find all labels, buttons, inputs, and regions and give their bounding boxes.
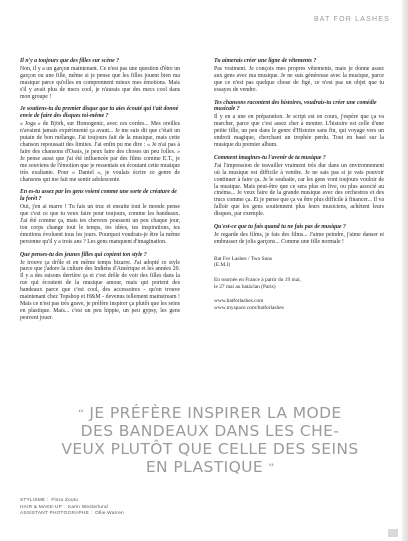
answer: Je regarde des films, je fais des films... J'aime peindre, j'aime danser et embrasser de jolis garçons... Comme une fille normale ! xyxy=(214,231,384,245)
question: En es-tu assez par les gens voient comme une sorte de créature de la forêt ? xyxy=(20,189,177,203)
question: Il n'y a toujours que des filles sur scène ? xyxy=(20,58,120,64)
credit-role: STYLISME : xyxy=(20,498,49,503)
credit-role: HAIR & MAKE-UP : xyxy=(20,504,65,510)
page-edge xyxy=(402,0,408,541)
myspace-link[interactable]: www.myspace.com/batforlashes xyxy=(214,304,284,311)
credit-name: Flora Zoutu xyxy=(51,498,79,503)
official-site-link[interactable]: www.batforlashes.com xyxy=(214,298,264,305)
open-quote-mark: “ xyxy=(78,406,85,420)
tour-line: le 27 mai au batáclan (Paris) xyxy=(214,283,276,290)
credit-name: Karin Westerlund xyxy=(67,504,108,510)
question: Je soutiens-tu du premier disque que tu aies écouté qui t'ait donné envie de faire des disques toi-même ? xyxy=(20,106,179,120)
web-links xyxy=(214,298,384,311)
answer: Non, il y a un garçon maintenant. Ce n'est pas une question d'être un garçon ou une fille, même si je pense que les filles jouent bien ma musique parce qu'elles en comprennent mieux mes émotions. Mais s'il y avait plus de mecs cool, je n'aurais que des mecs cool dans mon groupe ! xyxy=(20,65,180,100)
credit-row xyxy=(20,511,124,518)
tour-info xyxy=(214,277,384,290)
answer: Oui, j'en ai marre ! Tu fais un truc et ensuite tout le monde pense que c'est ce que tu veux faire pour toujours, comme les bandeaux. J'ai été comme ça, mais tes cheveux poussent un peu chaque jour, ton corps change tout le temps, tes idées, tes inspirations, tes émotions évoluent tous les jours. Pourquoi voudrais-je être la même personne qu'il y a trois ans ? Les gens manquent d'imagination. xyxy=(20,204,180,245)
question: Tu aimerais créer une ligne de vêtements ? xyxy=(214,58,317,64)
right-column xyxy=(214,58,384,311)
section-header: BAT FOR LASHES xyxy=(313,16,390,23)
question: Tes chansons racontent des histoires, voudrais-tu créer une comédie musicale ? xyxy=(214,99,377,113)
photo-credits xyxy=(20,498,124,518)
answer: J'ai l'impression de travailler vraiment très dur dans un environnement où la musique est difficile à vendre. Je ne sais pas si je vais pouvoir continuer à faire ça. Je le souhaite, car les gens vont toujours vouloir de la musique. Mais peut-être que ce sera plus en live, ou plus associé au cinéma... Je veux faire de la grande musique avec des orchestres et des trucs comme ça. Et je pense que ça va être plus difficile à financer... Il va falloir que les gens soutiennent plus leurs musiciens, achètent leurs disques, par exemple. xyxy=(214,162,384,218)
credit-name: Ollie Warren xyxy=(95,511,124,517)
question: Comment imagines-tu l'avenir de ta musique ? xyxy=(214,154,326,161)
credit-role: ASSISTANT PHOTOGRAPHE : xyxy=(20,511,93,517)
close-quote-mark: ” xyxy=(268,460,275,474)
album-credits xyxy=(214,256,384,269)
credit-row xyxy=(20,498,124,505)
pull-quote-line: “ JE PRÉFÈRE INSPIRER LA MODE xyxy=(78,404,342,422)
left-column xyxy=(20,58,180,328)
pull-quote xyxy=(40,404,380,476)
tour-line: En tournée en France à partir du 19 mai, xyxy=(214,276,301,283)
answer: « Joga » de Björk, sur Homogenic, avec ces cordes... Mes oreilles n'avaient jamais expérimenté ça avant... Je me suis dit que c'était un putain de bon mélange. J'ai toujours fait de la musique, mais cette chanson repoussait des limites. J'ai enfin pu me dire : « Je n'ai pas à faire des chansons d'Oasis, je peux faire des choses un peu folles. » Je pense aussi que j'ai été influencée par des films comme E.T., je me souviens de l'émotion que je ressentais en écoutant cette musique très exaltante. Pour « Daniel », je voulais écrire ce genre de chansons qui me fait me sentir adolescente. xyxy=(20,121,180,183)
pull-quote-line: VEUX PLUTÔT QUE CELLE DES SEINS xyxy=(61,440,359,458)
question: Qu'est-ce que tu fais quand tu ne fais pas de musique ? xyxy=(214,224,346,231)
question: Que penses-tu des jeunes filles qui copient ton style ? xyxy=(20,251,147,258)
answer: Il y en a une en préparation. Je script est en cours, j'espère que ça va marcher, parce que c'est assez cher à monter. L'histoire est celle d'une petite fille, un peu dans le genre d'Histoire sans fin, qui voyage vers un endroit magique, cherchant un trophée perdu. Tout en basé sur la musique du premier album. xyxy=(214,114,384,148)
answer: Pas vraiment. Je conçois mes propres vêtements, mais je donne assez aux gens avec ma musique. Je ne suis généreuse avec la musique, parce que ce n'est pas quelque chose de figé, ce n'est pas un objet que tu essayes de vendre. xyxy=(214,65,384,93)
album-label: (E.M.I) xyxy=(214,262,231,269)
pull-quote-line: EN PLASTIQUE ” xyxy=(145,458,275,476)
album-credit-line: Bat For Lashes / Two Suns xyxy=(214,255,273,262)
pull-quote-line: DES BANDEAUX DANS LES CHE- xyxy=(80,422,340,440)
page-corner-mark xyxy=(388,529,398,537)
answer: Je trouve ça drôle et en même temps bizarre. J'ai adopté ce style parce que j'adore la culture des Indiens d'Amérique et les années 20. Il y a des raisons derrière ça et c'est drôle de voir des filles dans la rue qui écoutent de la musique amour, mais qui portent des bandeaux parce que c'est cool, des accessoires - qu'on trouve maintenant chez Topshop et H&M - devenus tellement mainstream ! Mais ce n'est pas très grave, je préfère inspirer ça plutôt que les seins en plastique. Mais... c'est un peu hippie, un peu gypsy, les gens peuvent jouer. xyxy=(20,259,180,321)
